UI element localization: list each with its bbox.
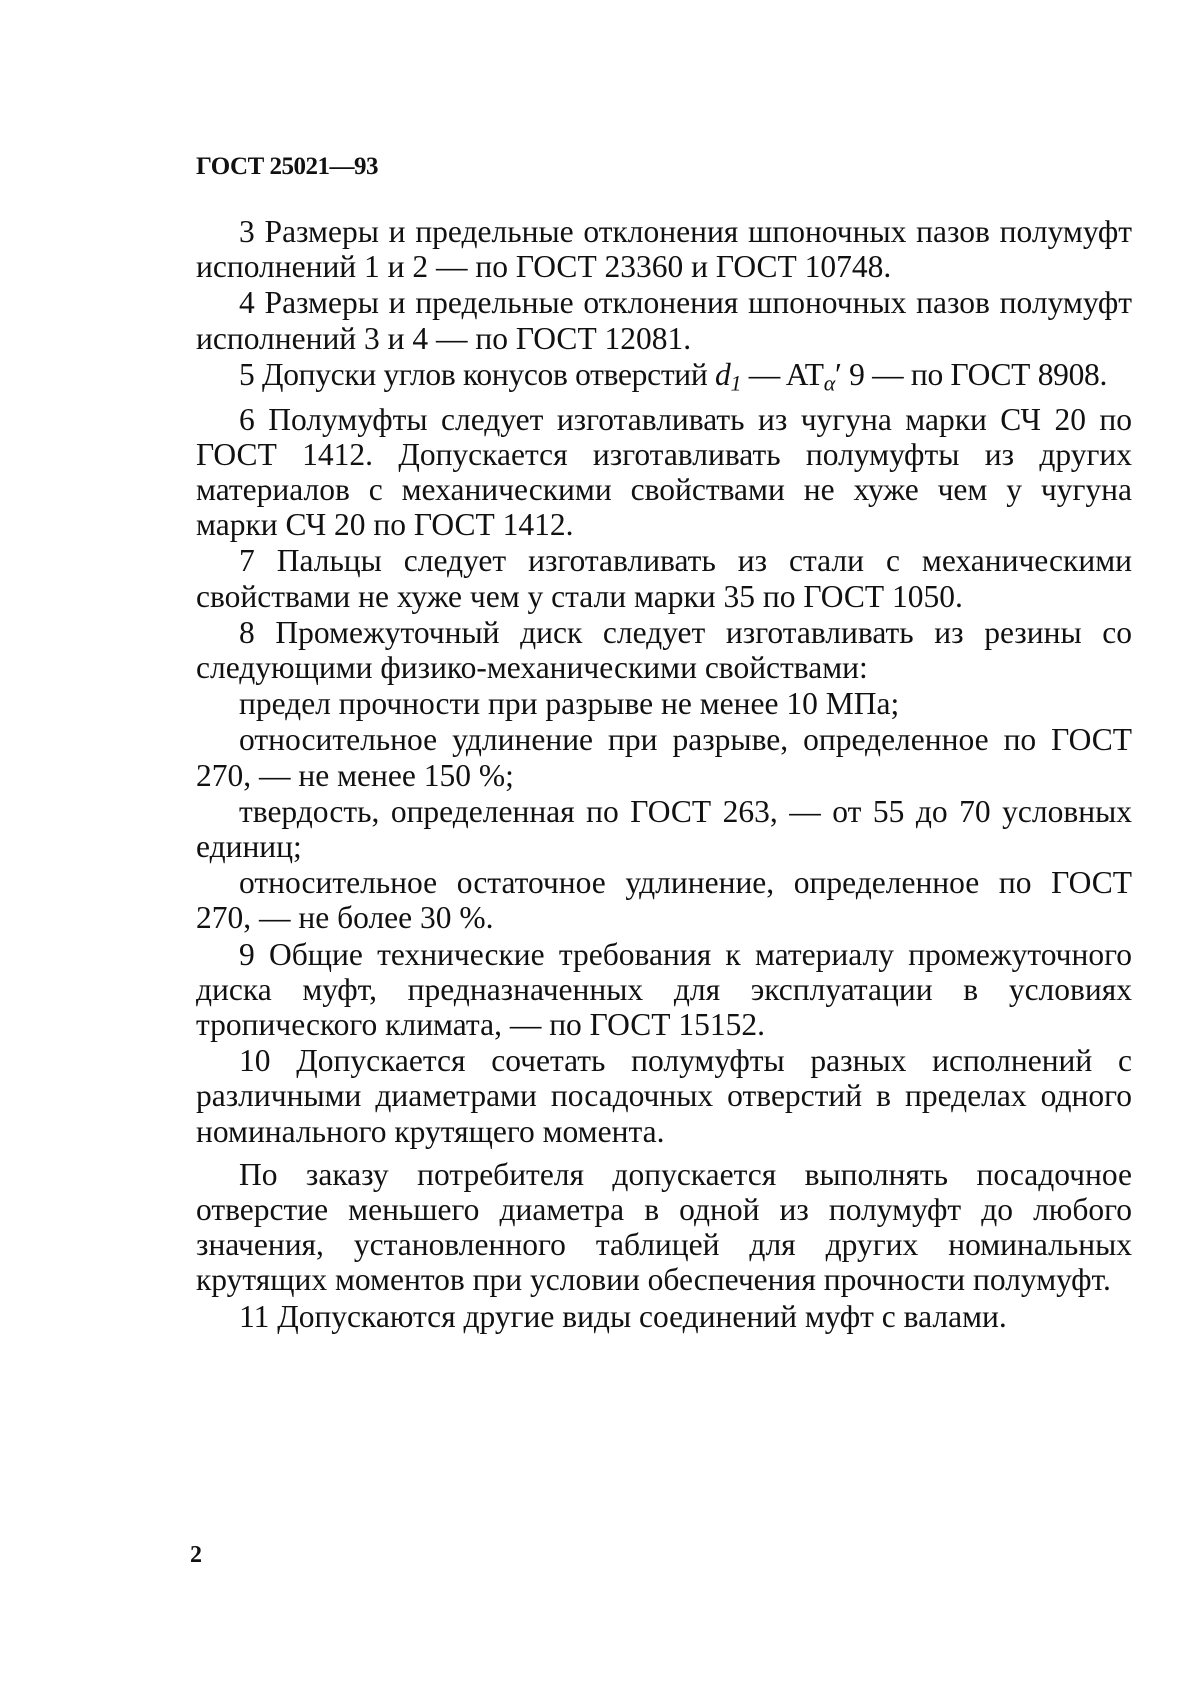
document-body bbox=[196, 214, 1132, 1335]
property-item-residual-elongation: относительное остаточное удлинение, определенное по ГОСТ 270, — не более 30 %. bbox=[196, 865, 1132, 936]
paragraph-4: 4 Размеры и предельные отклонения шпоночных пазов полумуфт исполнений 3 и 4 — по ГОСТ 12081. bbox=[196, 285, 1132, 356]
paragraph-6: 6 Полумуфты следует изготавливать из чугуна марки СЧ 20 по ГОСТ 1412. Допускается изготавливать полумуфты из других материалов с механическими свойствами не хуже чем у чугуна марки СЧ 20 по ГОСТ 1412. bbox=[196, 401, 1132, 543]
property-item-hardness: твердость, определенная по ГОСТ 263, — от 55 до 70 условных единиц; bbox=[196, 793, 1132, 864]
page-number: 2 bbox=[190, 1542, 202, 1568]
paragraph-10-note: По заказу потребителя допускается выполнять посадочное отверстие меньшего диаметра в одной из полумуфт до любого значения, установленного таблицей для других номинальных крутящих моментов при условии обеспечения прочности полумуфт. bbox=[196, 1156, 1132, 1298]
paragraph-11: 11 Допускаются другие виды соединений муфт с валами. bbox=[239, 1298, 1007, 1334]
paragraph-5-text-middle: — AT bbox=[741, 356, 824, 392]
variable-d-subscript: 1 bbox=[730, 370, 742, 396]
variable-d: d bbox=[714, 356, 731, 392]
property-item-elongation: относительное удлинение при разрыве, определенное по ГОСТ 270, — не менее 150 %; bbox=[196, 722, 1132, 793]
property-item-tensile-strength: предел прочности при разрыве не менее 10 МПа; bbox=[239, 686, 900, 722]
paragraph-9: 9 Общие технические требования к материалу промежуточного диска муфт, предназначенных для эксплуатации в условиях тропического климата, — по ГОСТ 15152. bbox=[196, 936, 1132, 1042]
paragraph-3: 3 Размеры и предельные отклонения шпоночных пазов полумуфт исполнений 1 и 2 — по ГОСТ 23360 и ГОСТ 10748. bbox=[196, 214, 1132, 285]
alpha-subscript: α bbox=[823, 370, 835, 396]
paragraph-5-text-before: 5 Допуски углов конусов отверстий bbox=[239, 356, 715, 392]
paragraph-8: 8 Промежуточный диск следует изготавливать из резины со следующими физико-механическими свойствами: bbox=[196, 614, 1132, 685]
paragraph-7: 7 Пальцы следует изготавливать из стали с механическими свойствами не хуже чем у стали марки 35 по ГОСТ 1050. bbox=[196, 543, 1132, 614]
document-header: ГОСТ 25021—93 bbox=[196, 153, 379, 180]
paragraph-5-text-after: ′ 9 — по ГОСТ 8908. bbox=[834, 356, 1108, 392]
paragraph-10: 10 Допускается сочетать полумуфты разных исполнений с различными диаметрами посадочных отверстий в пределах одного номинального крутящего момента. bbox=[196, 1043, 1132, 1149]
paragraph-5 bbox=[196, 357, 1132, 401]
